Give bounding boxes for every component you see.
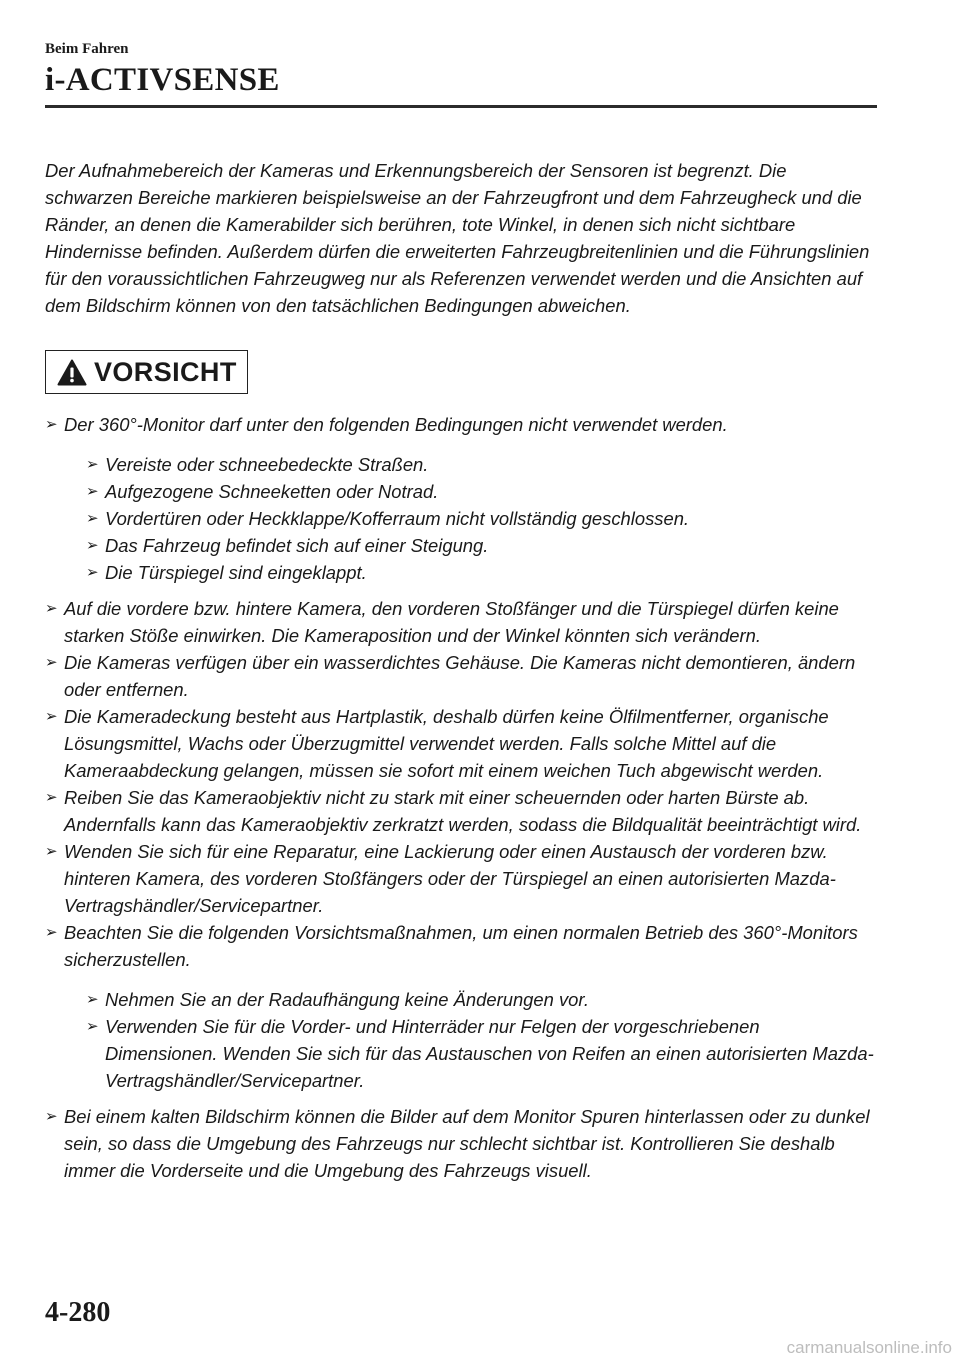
list-item	[45, 411, 877, 586]
arrow-bullet-icon: ➢	[86, 537, 99, 554]
list-item	[45, 838, 877, 919]
sub-list-item	[86, 478, 877, 505]
sub-list-item-text: Das Fahrzeug befindet sich auf einer Steigung.	[105, 535, 489, 556]
watermark: carmanualsonline.info	[786, 1338, 952, 1357]
sub-list-item-text: Vordertüren oder Heckklappe/Kofferraum nicht vollständig geschlossen.	[105, 508, 690, 529]
sub-list	[64, 451, 877, 586]
list-item	[45, 595, 877, 649]
caution-list	[45, 411, 877, 1184]
arrow-bullet-icon: ➢	[86, 510, 99, 527]
list-item	[45, 784, 877, 838]
list-item-text: Wenden Sie sich für eine Reparatur, eine Lackierung oder einen Austausch der vorderen bzw. hinteren Kamera, des vorderen Stoßfängers oder der Türspiegel an einen autorisierten Mazda-Vertragshändler/Servicepartner.	[64, 841, 836, 916]
list-item-text: Beachten Sie die folgenden Vorsichtsmaßnahmen, um einen normalen Betrieb des 360°-Monitors sicherzustellen.	[64, 922, 858, 970]
list-item-text: Reiben Sie das Kameraobjektiv nicht zu stark mit einer scheuernden oder harten Bürste ab. Andernfalls kann das Kameraobjektiv zerkratzt werden, sodass die Bildqualität beeinträchtigt wird.	[64, 787, 862, 835]
page-title: i-ACTIVSENSE	[45, 62, 280, 98]
list-item	[45, 919, 877, 1094]
header-rule	[45, 105, 877, 108]
warning-triangle-icon	[57, 359, 87, 386]
list-item	[45, 703, 877, 784]
arrow-bullet-icon: ➢	[45, 789, 58, 806]
arrow-bullet-icon: ➢	[86, 456, 99, 473]
arrow-bullet-icon: ➢	[45, 416, 58, 433]
arrow-bullet-icon: ➢	[86, 483, 99, 500]
sub-list-item	[86, 505, 877, 532]
arrow-bullet-icon: ➢	[86, 1018, 99, 1035]
sub-list-item	[86, 559, 877, 586]
arrow-bullet-icon: ➢	[45, 843, 58, 860]
sub-list-item	[86, 451, 877, 478]
sub-list-item-text: Vereiste oder schneebedeckte Straßen.	[105, 454, 429, 475]
sub-list-item	[86, 532, 877, 559]
caution-label: VORSICHT	[94, 357, 237, 387]
list-item-text: Der 360°-Monitor darf unter den folgenden Bedingungen nicht verwendet werden.	[64, 414, 728, 435]
sub-list-item-text: Die Türspiegel sind eingeklappt.	[105, 562, 367, 583]
arrow-bullet-icon: ➢	[86, 564, 99, 581]
sub-list-item	[86, 1013, 877, 1094]
list-item	[45, 1103, 877, 1184]
list-item-text: Bei einem kalten Bildschirm können die Bilder auf dem Monitor Spuren hinterlassen oder zu dunkel sein, so dass die Umgebung des Fahrzeugs nur schlecht sichtbar ist. Kontrollieren Sie deshalb immer die Vorderseite und die Umgebung des Fahrzeugs visuell.	[64, 1106, 870, 1181]
list-item-text: Die Kameras verfügen über ein wasserdichtes Gehäuse. Die Kameras nicht demontieren, ändern oder entfernen.	[64, 652, 856, 700]
caution-box	[45, 350, 248, 394]
arrow-bullet-icon: ➢	[45, 600, 58, 617]
arrow-bullet-icon: ➢	[86, 991, 99, 1008]
sub-list-item-text: Aufgezogene Schneeketten oder Notrad.	[105, 481, 439, 502]
list-item-text: Die Kameradeckung besteht aus Hartplastik, deshalb dürfen keine Ölfilmentferner, organische Lösungsmittel, Wachs oder Überzugmittel verwendet werden. Falls solche Mittel auf die Kameraabdeckung gelangen, müssen sie sofort mit einem weichen Tuch abgewischt werden.	[64, 706, 829, 781]
list-item	[45, 649, 877, 703]
page-header	[45, 40, 877, 108]
page-number: 4-280	[45, 1297, 111, 1328]
sub-list	[64, 986, 877, 1094]
list-item-text: Auf die vordere bzw. hintere Kamera, den vorderen Stoßfänger und die Türspiegel dürfen keine starken Stöße einwirken. Die Kameraposition und der Winkel könnten sich verändern.	[64, 598, 839, 646]
arrow-bullet-icon: ➢	[45, 708, 58, 725]
arrow-bullet-icon: ➢	[45, 924, 58, 941]
sub-list-item-text: Nehmen Sie an der Radaufhängung keine Änderungen vor.	[105, 989, 589, 1010]
page-content	[45, 157, 877, 1184]
arrow-bullet-icon: ➢	[45, 1108, 58, 1125]
arrow-bullet-icon: ➢	[45, 654, 58, 671]
section-label: Beim Fahren	[45, 41, 129, 57]
intro-paragraph: Der Aufnahmebereich der Kameras und Erkennungsbereich der Sensoren ist begrenzt. Die schwarzen Bereiche markieren beispielsweise an der Fahrzeugfront und dem Fahrzeugheck und die Ränder, an denen die Kamerabilder sich berühren, tote Winkel, in denen sich nicht sichtbare Hindernisse befinden. Außerdem dürfen die erweiterten Fahrzeugbreitenlinien und die Führungslinien für den voraussichtlichen Fahrzeugweg nur als Referenzen verwendet werden und die Ansichten auf dem Bildschirm können von den tatsächlichen Bedingungen abweichen.	[45, 160, 870, 316]
sub-list-item	[86, 986, 877, 1013]
sub-list-item-text: Verwenden Sie für die Vorder- und Hinterräder nur Felgen der vorgeschriebenen Dimensionen. Wenden Sie sich für das Austauschen von Reifen an einen autorisierten Mazda-Vertragshändler/Servicepartner.	[105, 1016, 874, 1091]
